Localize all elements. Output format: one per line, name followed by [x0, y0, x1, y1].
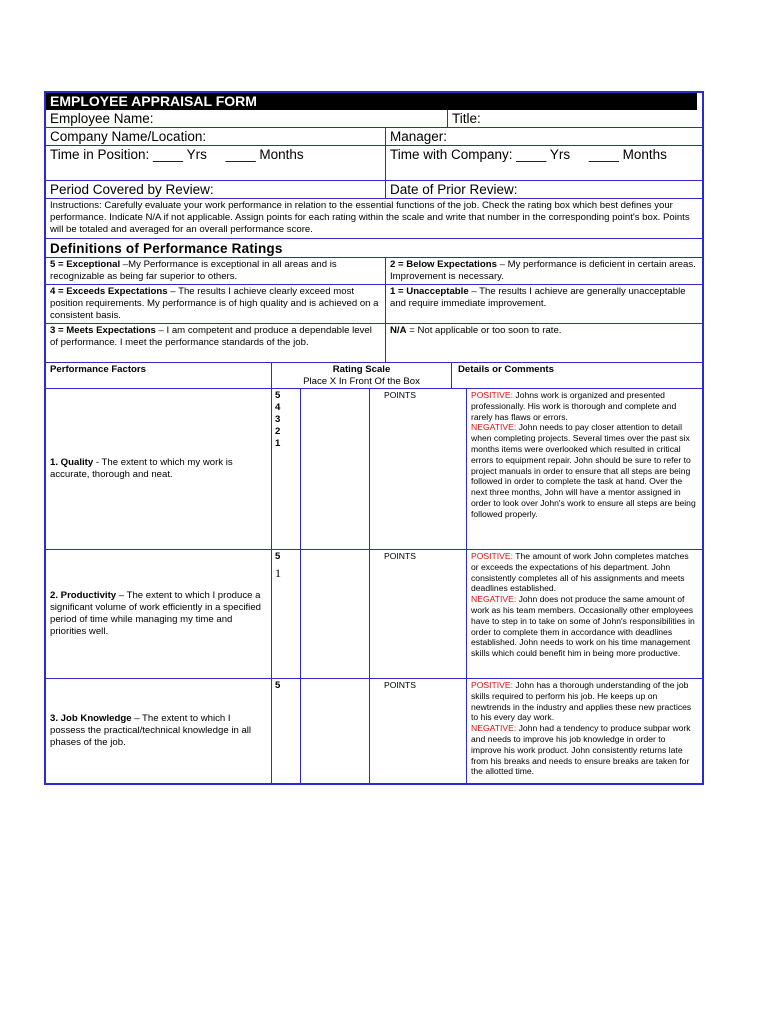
title-field[interactable]: Title: [452, 111, 481, 126]
factor-job-knowledge-desc: – The extent to which I possess the practical/technical knowledge in all phases of the job. [50, 713, 252, 748]
rating-4-definition [46, 285, 386, 323]
quality-positive-text: Johns work is organized and presented professionally. His work is thorough and complete and rarely has flaws or errors. [471, 390, 677, 422]
job-knowledge-checkbox-area[interactable] [301, 679, 370, 783]
factors-header-row [46, 363, 702, 389]
rating-na-label: N/A [390, 325, 407, 336]
job-knowledge-negative-label: NEGATIVE: [471, 723, 517, 734]
rating-1-text: – The results I achieve are generally unacceptable and require immediate improvement. [390, 286, 686, 309]
rating-scale-label: Rating Scale [332, 364, 391, 375]
quality-rating-5[interactable]: 5 [275, 390, 281, 401]
factor-row-productivity [46, 550, 702, 679]
productivity-positive-label: POSITIVE: [471, 551, 514, 561]
date-prior-review-field[interactable]: Date of Prior Review: [390, 182, 518, 197]
job-knowledge-negative-text: John had a tendency to produce subpar work and needs to improve his job knowledge in order to improve his work product. John consistently returns late from his breaks and needs to ensure breaks are taken for the allotted time. [471, 723, 691, 777]
factor-quality-desc: - The extent to which my work is accurate, thorough and neat. [50, 457, 233, 480]
factor-row-quality [46, 389, 702, 550]
job-knowledge-points-box[interactable]: POINTS [370, 679, 467, 783]
rating-2-definition [386, 258, 702, 284]
definitions-heading: Definitions of Performance Ratings [50, 241, 283, 256]
productivity-rating-5[interactable]: 5 [275, 551, 281, 562]
factor-productivity-name: 2. Productivity [50, 590, 117, 601]
rating-2-text: – My performance is deficient in certain areas. Improvement is necessary. [390, 259, 696, 282]
instructions-text: Instructions: Carefully evaluate your work performance in relation to the essential functions of the job. Check the rating box which best defines your performance. Indicate N/A if not applicable. Assign points for each rating within the scale and write that number in the corresponding point's box. Points will be totaled and averaged for an overall performance score. [50, 200, 690, 235]
productivity-rating-1[interactable]: 1 [275, 566, 281, 580]
productivity-negative-label: NEGATIVE: [471, 594, 517, 605]
factor-quality-name: 1. Quality [50, 457, 94, 468]
rating-4-label: 4 = Exceeds Expectations [50, 286, 168, 297]
quality-rating-3[interactable]: 3 [275, 414, 281, 425]
form-title: EMPLOYEE APPRAISAL FORM [50, 93, 257, 109]
rating-5-label: 5 = Exceptional [50, 259, 121, 270]
quality-rating-4[interactable]: 4 [275, 402, 281, 413]
quality-details [467, 389, 702, 549]
rating-3-label: 3 = Meets Expectations [50, 325, 156, 336]
factor-quality [46, 389, 272, 549]
quality-checkbox-area[interactable] [301, 389, 370, 549]
place-x-label: Place X In Front Of the Box [303, 376, 420, 387]
productivity-points-box[interactable]: POINTS [370, 550, 467, 678]
productivity-details [467, 550, 702, 678]
rating-2-label: 2 = Below Expectations [390, 259, 497, 270]
form-title-bar [46, 93, 702, 110]
definitions-row-3 [46, 324, 702, 363]
employee-name-field[interactable]: Employee Name: [46, 110, 448, 127]
header-details: Details or Comments [458, 364, 554, 375]
definitions-row-2 [46, 285, 702, 324]
factor-job-knowledge [46, 679, 272, 783]
quality-negative-text: John needs to pay closer attention to detail when completing projects. Several times over the past six months items were overlooked which resulted in critical errors to equipment repair. John should be sure to refer to project manuals in order to ensure that all steps are being followed in order to complete the task at hand. Over the next three months, John will have a mentor assigned in order to look over John's work to ensure all steps are being followed properly. [471, 422, 696, 519]
rating-5-definition [46, 258, 386, 284]
productivity-rating-numbers [272, 550, 301, 678]
productivity-checkbox-area[interactable] [301, 550, 370, 678]
company-field[interactable]: Company Name/Location: [46, 128, 386, 145]
factor-productivity-desc: – The extent to which I produce a significant volume of work efficiently in a specified period of time while managing my time and priorities well. [50, 590, 261, 637]
rating-1-label: 1 = Unacceptable [390, 286, 469, 297]
employee-row [46, 110, 702, 128]
rating-3-definition [46, 324, 386, 362]
period-row [46, 181, 702, 199]
header-performance-factors: Performance Factors [46, 363, 272, 388]
instructions-row [46, 199, 702, 239]
factor-row-job-knowledge [46, 679, 702, 783]
rating-3-text: – I am competent and produce a dependable level of performance. I meet the performance standards of the job. [50, 325, 372, 348]
appraisal-form [44, 91, 704, 785]
job-knowledge-rating-numbers [272, 679, 301, 783]
definitions-heading-row [46, 239, 702, 258]
quality-rating-numbers [272, 389, 301, 549]
definitions-row-1 [46, 258, 702, 285]
quality-rating-2[interactable]: 2 [275, 426, 281, 437]
rating-na-definition [386, 324, 702, 362]
quality-negative-label: NEGATIVE: [471, 422, 517, 433]
time-row [46, 146, 702, 181]
rating-5-text: –My Performance is exceptional in all areas and is recognizable as being far superior to others. [50, 259, 337, 282]
time-with-company-field[interactable]: Time with Company: ____ Yrs ____ Months [390, 147, 667, 162]
period-covered-field[interactable]: Period Covered by Review: [46, 181, 386, 198]
factor-job-knowledge-name: 3. Job Knowledge [50, 713, 132, 724]
productivity-negative-text: John does not produce the same amount of work as his team members. Occasionally other employees have to step in to take on some of John's responsibilities in order to complete them in accordance with deadlines established. John needs to work on his time management skills which could benefit him in being more productive. [471, 594, 695, 659]
header-rating-scale [272, 363, 452, 388]
job-knowledge-positive-label: POSITIVE: [471, 680, 514, 690]
rating-4-text: – The results I achieve clearly exceed most position requirements. My performance is of high quality and is achieved on a consistent basis. [50, 286, 379, 321]
quality-points-box[interactable]: POINTS [370, 389, 467, 549]
quality-positive-label: POSITIVE: [471, 390, 514, 400]
manager-field[interactable]: Manager: [390, 129, 448, 144]
rating-na-text: = Not applicable or too soon to rate. [406, 325, 562, 336]
quality-rating-1[interactable]: 1 [275, 438, 281, 449]
productivity-positive-text: The amount of work John completes matches or exceeds the expectations of his department. John consistently completes all of his assignments and meets deadlines established. [471, 551, 689, 594]
factor-productivity [46, 550, 272, 678]
time-in-position-field[interactable]: Time in Position: ____ Yrs ____ Months [46, 146, 386, 180]
job-knowledge-rating-5[interactable]: 5 [275, 680, 281, 691]
rating-1-definition [386, 285, 702, 323]
job-knowledge-positive-text: John has a thorough understanding of the job skills required to perform his job. He keeps up on newtrends in the industry and applies these new practices to his every day work. [471, 680, 692, 723]
company-row [46, 128, 702, 146]
job-knowledge-details [467, 679, 702, 783]
